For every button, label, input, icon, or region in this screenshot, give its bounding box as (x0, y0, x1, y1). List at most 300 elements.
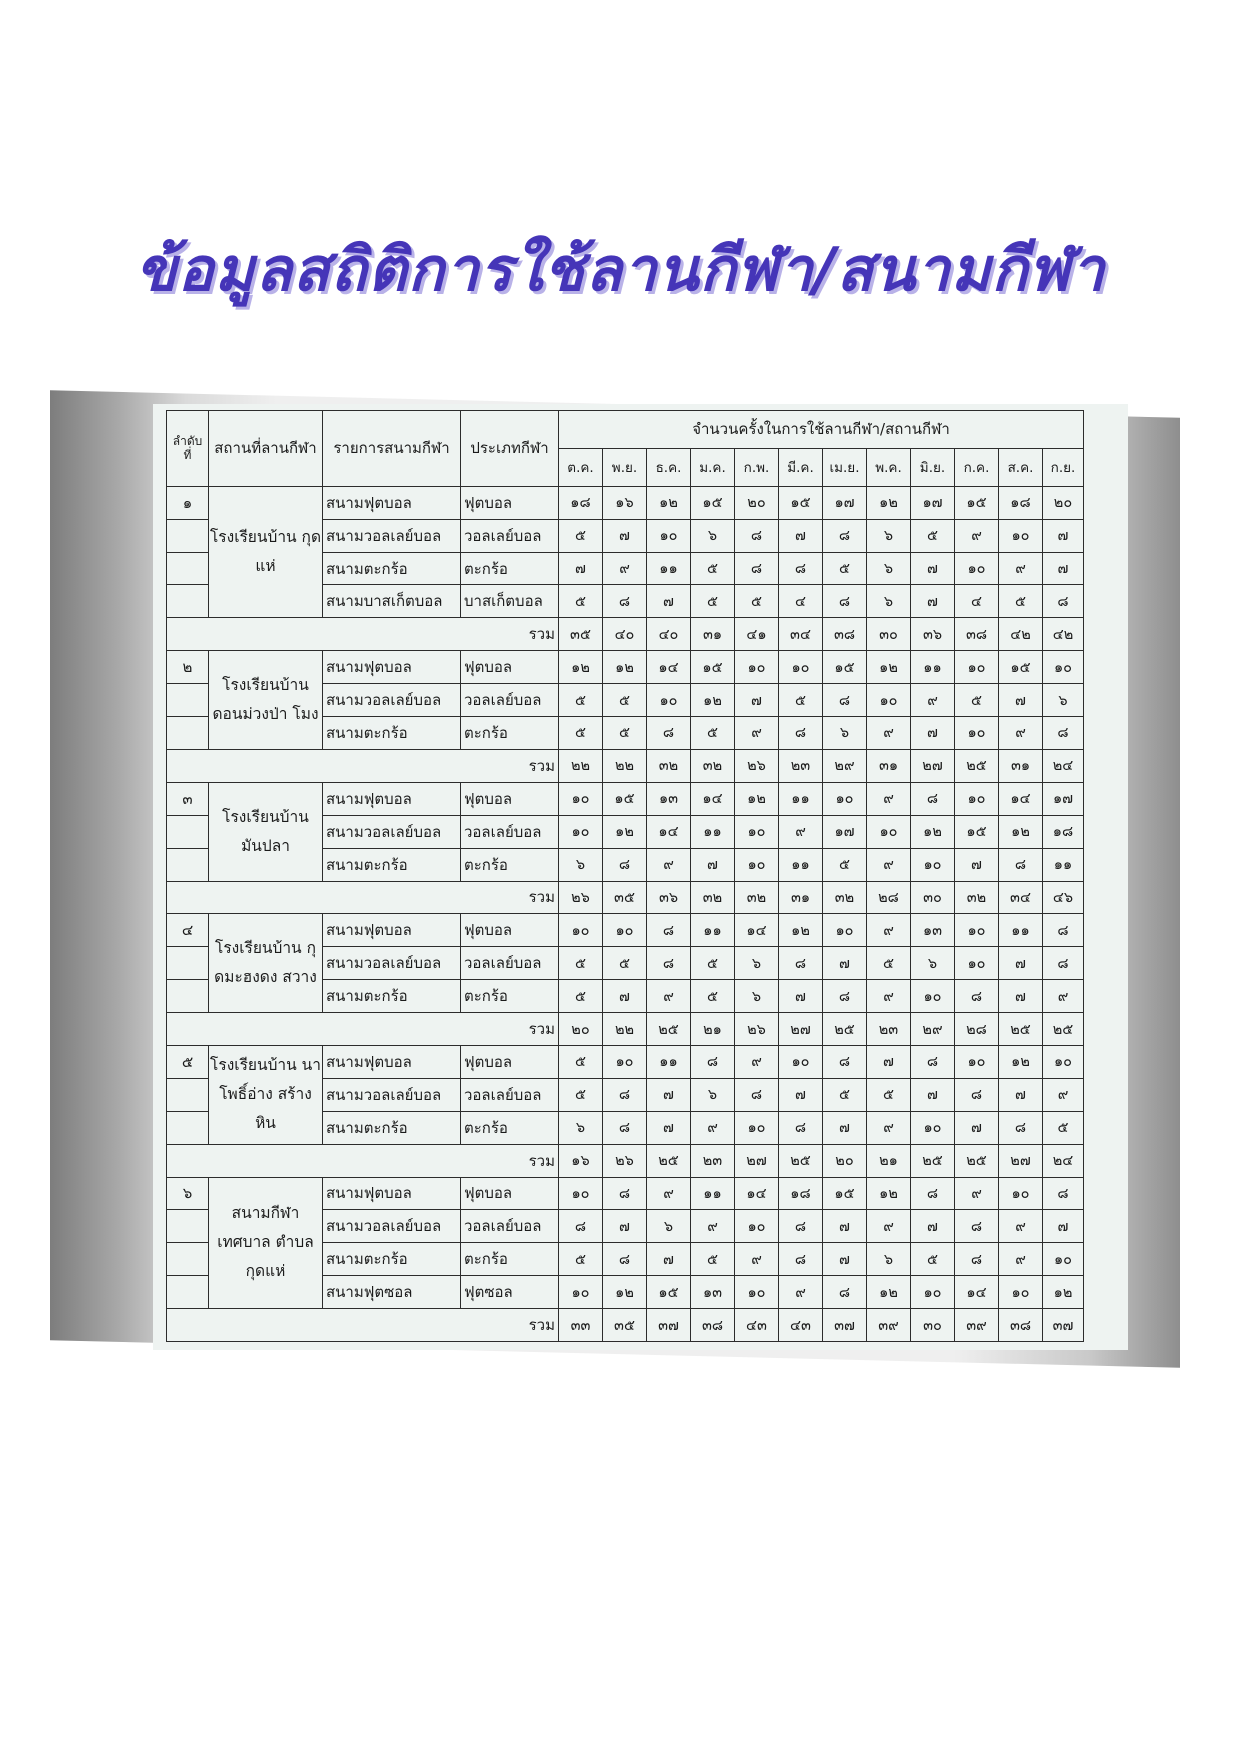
total-value: ๓๒ (647, 749, 691, 782)
header-location: สถานที่ลานกีฬา (209, 411, 323, 487)
value-cell: ๑๘ (779, 1177, 823, 1210)
total-value: ๓๕ (559, 618, 603, 651)
value-cell: ๑๑ (999, 914, 1043, 947)
value-cell: ๗ (999, 947, 1043, 980)
value-cell: ๑๒ (867, 1177, 911, 1210)
value-cell: ๗ (691, 848, 735, 881)
value-cell: ๑๕ (999, 651, 1043, 684)
value-cell: ๖ (735, 947, 779, 980)
total-value: ๒๕ (779, 1144, 823, 1177)
value-cell: ๕ (691, 585, 735, 618)
value-cell: ๘ (911, 1177, 955, 1210)
total-value: ๒๕ (955, 1144, 999, 1177)
field-cell: สนามฟุตซอล (323, 1276, 461, 1309)
order-cell: ๓ (167, 782, 209, 815)
order-cell (167, 848, 209, 881)
value-cell: ๔ (779, 585, 823, 618)
value-cell: ๑๐ (559, 1177, 603, 1210)
total-value: ๒๙ (823, 749, 867, 782)
value-cell: ๑๕ (603, 782, 647, 815)
value-cell: ๑๔ (999, 782, 1043, 815)
value-cell: ๖ (559, 848, 603, 881)
value-cell: ๑๒ (559, 651, 603, 684)
total-value: ๒๒ (603, 1013, 647, 1046)
value-cell: ๘ (911, 782, 955, 815)
value-cell: ๖ (867, 1243, 911, 1276)
total-value: ๓๘ (691, 1309, 735, 1342)
value-cell: ๕ (911, 1243, 955, 1276)
value-cell: ๘ (823, 1045, 867, 1078)
value-cell: ๕ (691, 717, 735, 750)
value-cell: ๙ (999, 552, 1043, 585)
value-cell: ๖ (559, 1111, 603, 1144)
value-cell: ๑๐ (647, 519, 691, 552)
sport-cell: ฟุตบอล (461, 486, 559, 519)
value-cell: ๙ (779, 815, 823, 848)
value-cell: ๘ (1043, 947, 1084, 980)
table-row (167, 486, 1084, 519)
total-label: รวม (167, 1309, 559, 1342)
sport-cell: ฟุตบอล (461, 782, 559, 815)
value-cell: ๖ (691, 519, 735, 552)
order-cell: ๔ (167, 914, 209, 947)
value-cell: ๗ (823, 1210, 867, 1243)
sport-cell: วอลเลย์บอล (461, 947, 559, 980)
value-cell: ๑๐ (735, 848, 779, 881)
value-cell: ๑๐ (559, 815, 603, 848)
value-cell: ๕ (603, 684, 647, 717)
value-cell: ๗ (999, 684, 1043, 717)
sport-cell: ตะกร้อ (461, 717, 559, 750)
total-value: ๒๗ (911, 749, 955, 782)
value-cell: ๑๐ (735, 1111, 779, 1144)
sport-cell: วอลเลย์บอล (461, 519, 559, 552)
value-cell: ๒๐ (735, 486, 779, 519)
value-cell: ๑๓ (647, 782, 691, 815)
field-cell: สนามฟุตบอล (323, 486, 461, 519)
value-cell: ๑๔ (691, 782, 735, 815)
value-cell: ๘ (647, 947, 691, 980)
month-header: ธ.ค. (647, 448, 691, 486)
total-value: ๑๖ (559, 1144, 603, 1177)
field-cell: สนามตะกร้อ (323, 552, 461, 585)
month-header: ม.ค. (691, 448, 735, 486)
value-cell: ๙ (735, 1243, 779, 1276)
table-row (167, 1177, 1084, 1210)
value-cell: ๑๐ (735, 1210, 779, 1243)
order-cell (167, 980, 209, 1013)
value-cell: ๕ (559, 980, 603, 1013)
value-cell: ๙ (867, 848, 911, 881)
location-cell: โรงเรียนบ้าน นาโพธิ์อ่าง สร้างหิน (209, 1045, 323, 1144)
value-cell: ๑๐ (999, 1276, 1043, 1309)
value-cell: ๑๑ (911, 651, 955, 684)
value-cell: ๖ (823, 717, 867, 750)
value-cell: ๘ (779, 717, 823, 750)
sport-cell: ตะกร้อ (461, 552, 559, 585)
value-cell: ๑๐ (955, 717, 999, 750)
total-value: ๓๘ (823, 618, 867, 651)
total-label: รวม (167, 749, 559, 782)
value-cell: ๑๕ (779, 486, 823, 519)
value-cell: ๙ (999, 1243, 1043, 1276)
value-cell: ๙ (647, 848, 691, 881)
total-value: ๓๒ (735, 881, 779, 914)
value-cell: ๕ (603, 947, 647, 980)
value-cell: ๕ (691, 980, 735, 1013)
value-cell: ๑๕ (691, 651, 735, 684)
value-cell: ๑๘ (1043, 815, 1084, 848)
field-cell: สนามวอลเลย์บอล (323, 1078, 461, 1111)
order-cell: ๒ (167, 651, 209, 684)
value-cell: ๑๗ (911, 486, 955, 519)
sport-cell: ตะกร้อ (461, 1243, 559, 1276)
total-row (167, 618, 1084, 651)
value-cell: ๑๗ (1043, 782, 1084, 815)
value-cell: ๙ (867, 717, 911, 750)
value-cell: ๘ (955, 1078, 999, 1111)
value-cell: ๗ (779, 1078, 823, 1111)
month-header: ก.พ. (735, 448, 779, 486)
value-cell: ๑๕ (647, 1276, 691, 1309)
value-cell: ๔ (955, 585, 999, 618)
value-cell: ๑๐ (955, 947, 999, 980)
value-cell: ๙ (1043, 980, 1084, 1013)
total-value: ๔๑ (735, 618, 779, 651)
total-value: ๓๖ (647, 881, 691, 914)
value-cell: ๕ (691, 1243, 735, 1276)
value-cell: ๙ (603, 552, 647, 585)
value-cell: ๘ (1043, 585, 1084, 618)
total-value: ๒๒ (559, 749, 603, 782)
value-cell: ๑๒ (603, 1276, 647, 1309)
total-value: ๒๕ (999, 1013, 1043, 1046)
value-cell: ๙ (647, 1177, 691, 1210)
value-cell: ๗ (955, 1111, 999, 1144)
value-cell: ๘ (603, 1111, 647, 1144)
value-cell: ๙ (691, 1210, 735, 1243)
field-cell: สนามตะกร้อ (323, 980, 461, 1013)
value-cell: ๘ (691, 1045, 735, 1078)
value-cell: ๘ (603, 1078, 647, 1111)
total-value: ๔๖ (1043, 881, 1084, 914)
total-value: ๒๓ (691, 1144, 735, 1177)
value-cell: ๘ (735, 1078, 779, 1111)
total-value: ๒๐ (823, 1144, 867, 1177)
total-value: ๓๑ (779, 881, 823, 914)
value-cell: ๕ (559, 684, 603, 717)
value-cell: ๑๒ (1043, 1276, 1084, 1309)
value-cell: ๘ (779, 552, 823, 585)
value-cell: ๑๑ (691, 1177, 735, 1210)
value-cell: ๙ (867, 980, 911, 1013)
value-cell: ๕ (559, 585, 603, 618)
total-value: ๓๕ (603, 1309, 647, 1342)
field-cell: สนามตะกร้อ (323, 717, 461, 750)
value-cell: ๑๐ (911, 848, 955, 881)
total-value: ๓๑ (999, 749, 1043, 782)
value-cell: ๗ (735, 684, 779, 717)
value-cell: ๑๒ (691, 684, 735, 717)
total-value: ๒๔ (1043, 1144, 1084, 1177)
value-cell: ๑๐ (955, 914, 999, 947)
value-cell: ๘ (603, 585, 647, 618)
total-value: ๓๘ (999, 1309, 1043, 1342)
value-cell: ๗ (1043, 552, 1084, 585)
value-cell: ๑๐ (955, 1045, 999, 1078)
value-cell: ๑๐ (955, 552, 999, 585)
field-cell: สนามฟุตบอล (323, 651, 461, 684)
value-cell: ๙ (911, 684, 955, 717)
value-cell: ๑๑ (1043, 848, 1084, 881)
total-value: ๓๗ (823, 1309, 867, 1342)
value-cell: ๘ (647, 717, 691, 750)
value-cell: ๑๐ (779, 1045, 823, 1078)
value-cell: ๘ (1043, 914, 1084, 947)
total-value: ๓๑ (691, 618, 735, 651)
total-value: ๒๔ (1043, 749, 1084, 782)
value-cell: ๘ (911, 1045, 955, 1078)
value-cell: ๗ (647, 1111, 691, 1144)
order-cell (167, 947, 209, 980)
value-cell: ๕ (955, 684, 999, 717)
value-cell: ๙ (867, 914, 911, 947)
sport-cell: ฟุตซอล (461, 1276, 559, 1309)
order-cell (167, 1243, 209, 1276)
total-value: ๒๘ (955, 1013, 999, 1046)
field-cell: สนามบาสเก็ตบอล (323, 585, 461, 618)
value-cell: ๑๐ (735, 651, 779, 684)
value-cell: ๕ (779, 684, 823, 717)
total-value: ๓๔ (999, 881, 1043, 914)
value-cell: ๑๒ (779, 914, 823, 947)
order-cell (167, 717, 209, 750)
sport-cell: ฟุตบอล (461, 1045, 559, 1078)
month-header: พ.ค. (867, 448, 911, 486)
value-cell: ๑๐ (867, 684, 911, 717)
value-cell: ๕ (823, 1078, 867, 1111)
value-cell: ๗ (823, 1111, 867, 1144)
value-cell: ๑๐ (1043, 1243, 1084, 1276)
value-cell: ๙ (867, 1111, 911, 1144)
total-value: ๓๒ (823, 881, 867, 914)
value-cell: ๗ (647, 585, 691, 618)
sport-cell: ตะกร้อ (461, 848, 559, 881)
sport-cell: วอลเลย์บอล (461, 815, 559, 848)
field-cell: สนามฟุตบอล (323, 1177, 461, 1210)
value-cell: ๗ (559, 552, 603, 585)
value-cell: ๑๐ (955, 651, 999, 684)
value-cell: ๗ (1043, 1210, 1084, 1243)
sport-cell: ฟุตบอล (461, 651, 559, 684)
sport-cell: วอลเลย์บอล (461, 1210, 559, 1243)
value-cell: ๗ (999, 1078, 1043, 1111)
value-cell: ๑๐ (559, 1276, 603, 1309)
location-cell: สนามกีฬา เทศบาล ตำบลกุดแห่ (209, 1177, 323, 1309)
total-value: ๓๕ (603, 881, 647, 914)
value-cell: ๘ (823, 980, 867, 1013)
value-cell: ๕ (911, 519, 955, 552)
value-cell: ๑๐ (911, 1276, 955, 1309)
value-cell: ๕ (735, 585, 779, 618)
value-cell: ๒๐ (1043, 486, 1084, 519)
value-cell: ๑๒ (867, 486, 911, 519)
value-cell: ๑๐ (823, 782, 867, 815)
total-value: ๒๗ (735, 1144, 779, 1177)
value-cell: ๑๐ (603, 1045, 647, 1078)
value-cell: ๑๓ (691, 1276, 735, 1309)
value-cell: ๑๑ (779, 782, 823, 815)
value-cell: ๖ (867, 552, 911, 585)
header-usage: จำนวนครั้งในการใช้ลานกีฬา/สถานกีฬา (559, 411, 1084, 449)
month-header: มี.ค. (779, 448, 823, 486)
total-value: ๒๖ (735, 1013, 779, 1046)
value-cell: ๗ (911, 1078, 955, 1111)
value-cell: ๘ (779, 1243, 823, 1276)
total-value: ๒๓ (779, 749, 823, 782)
total-value: ๓๐ (911, 1309, 955, 1342)
sport-cell: บาสเก็ตบอล (461, 585, 559, 618)
value-cell: ๙ (735, 1045, 779, 1078)
field-cell: สนามฟุตบอล (323, 782, 461, 815)
value-cell: ๕ (559, 519, 603, 552)
header-sport-type: ประเภทกีฬา (461, 411, 559, 487)
order-cell (167, 1111, 209, 1144)
value-cell: ๗ (647, 1078, 691, 1111)
value-cell: ๘ (779, 947, 823, 980)
value-cell: ๑๔ (735, 914, 779, 947)
sport-cell: วอลเลย์บอล (461, 1078, 559, 1111)
month-header: ก.ย. (1043, 448, 1084, 486)
value-cell: ๑๐ (559, 782, 603, 815)
value-cell: ๘ (1043, 717, 1084, 750)
total-row (167, 881, 1084, 914)
total-value: ๓๙ (955, 1309, 999, 1342)
value-cell: ๕ (999, 585, 1043, 618)
value-cell: ๕ (603, 717, 647, 750)
value-cell: ๕ (559, 1243, 603, 1276)
value-cell: ๕ (559, 947, 603, 980)
total-value: ๒๕ (911, 1144, 955, 1177)
order-cell: ๖ (167, 1177, 209, 1210)
value-cell: ๑๐ (779, 651, 823, 684)
location-cell: โรงเรียนบ้าน ดอนม่วงป่า โมง (209, 651, 323, 750)
table-row (167, 1045, 1084, 1078)
total-value: ๒๐ (559, 1013, 603, 1046)
total-value: ๓๘ (955, 618, 999, 651)
total-value: ๔๓ (735, 1309, 779, 1342)
value-cell: ๖ (647, 1210, 691, 1243)
month-header: ส.ค. (999, 448, 1043, 486)
value-cell: ๑๒ (735, 782, 779, 815)
value-cell: ๖ (867, 585, 911, 618)
total-value: ๔๒ (999, 618, 1043, 651)
total-value: ๓๐ (911, 881, 955, 914)
value-cell: ๑๐ (911, 980, 955, 1013)
total-row (167, 1309, 1084, 1342)
value-cell: ๘ (647, 914, 691, 947)
total-row (167, 1144, 1084, 1177)
value-cell: ๑๑ (779, 848, 823, 881)
value-cell: ๘ (955, 1243, 999, 1276)
field-cell: สนามตะกร้อ (323, 848, 461, 881)
total-value: ๔๐ (647, 618, 691, 651)
total-value: ๓๓ (559, 1309, 603, 1342)
value-cell: ๕ (691, 947, 735, 980)
value-cell: ๑๕ (823, 1177, 867, 1210)
field-cell: สนามตะกร้อ (323, 1243, 461, 1276)
value-cell: ๑๐ (1043, 651, 1084, 684)
total-label: รวม (167, 618, 559, 651)
header-order: ลำดับ ที่ (167, 411, 209, 487)
value-cell: ๕ (867, 947, 911, 980)
value-cell: ๙ (999, 1210, 1043, 1243)
value-cell: ๕ (559, 717, 603, 750)
value-cell: ๘ (779, 1111, 823, 1144)
value-cell: ๘ (779, 1210, 823, 1243)
value-cell: ๑๔ (735, 1177, 779, 1210)
field-cell: สนามฟุตบอล (323, 1045, 461, 1078)
table-row (167, 914, 1084, 947)
value-cell: ๑๒ (603, 651, 647, 684)
table-row (167, 782, 1084, 815)
total-value: ๓๙ (867, 1309, 911, 1342)
value-cell: ๑๕ (955, 486, 999, 519)
sport-cell: ฟุตบอล (461, 914, 559, 947)
value-cell: ๑๘ (559, 486, 603, 519)
total-row (167, 749, 1084, 782)
total-value: ๒๖ (735, 749, 779, 782)
value-cell: ๑๔ (647, 815, 691, 848)
value-cell: ๗ (603, 1210, 647, 1243)
total-value: ๓๗ (1043, 1309, 1084, 1342)
header-row (167, 411, 1084, 449)
value-cell: ๗ (911, 552, 955, 585)
total-value: ๒๖ (559, 881, 603, 914)
value-cell: ๕ (823, 552, 867, 585)
value-cell: ๕ (867, 1078, 911, 1111)
value-cell: ๗ (823, 1243, 867, 1276)
value-cell: ๑๒ (647, 486, 691, 519)
value-cell: ๑๑ (647, 1045, 691, 1078)
total-value: ๓๔ (779, 618, 823, 651)
location-cell: โรงเรียนบ้าน กุดแห่ (209, 486, 323, 618)
field-cell: สนามฟุตบอล (323, 914, 461, 947)
value-cell: ๙ (1043, 1078, 1084, 1111)
table-row (167, 651, 1084, 684)
order-cell (167, 815, 209, 848)
order-cell (167, 519, 209, 552)
month-header: เม.ย. (823, 448, 867, 486)
value-cell: ๗ (823, 947, 867, 980)
total-value: ๒๗ (779, 1013, 823, 1046)
value-cell: ๑๕ (823, 651, 867, 684)
value-cell: ๑๕ (955, 815, 999, 848)
value-cell: ๗ (603, 980, 647, 1013)
total-value: ๔๐ (603, 618, 647, 651)
value-cell: ๖ (911, 947, 955, 980)
value-cell: ๖ (735, 980, 779, 1013)
field-cell: สนามวอลเลย์บอล (323, 684, 461, 717)
value-cell: ๕ (559, 1078, 603, 1111)
value-cell: ๗ (779, 980, 823, 1013)
month-header: ก.ค. (955, 448, 999, 486)
value-cell: ๘ (823, 684, 867, 717)
total-value: ๓๐ (867, 618, 911, 651)
order-cell (167, 1210, 209, 1243)
order-cell (167, 552, 209, 585)
usage-statistics-table (166, 410, 1084, 1342)
